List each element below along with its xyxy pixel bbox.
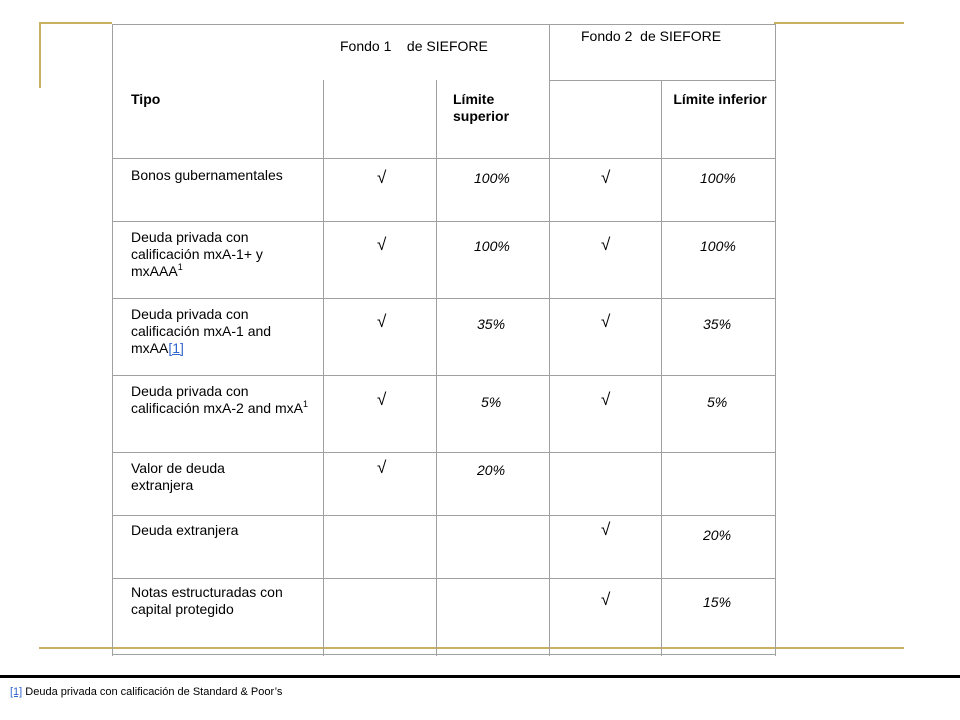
grid-line — [112, 452, 776, 453]
row-2-fondo2-check-icon: √ — [601, 235, 611, 254]
row-2-fondo2-limit: 100% — [700, 238, 736, 254]
row-2-tipo: Deuda privada con calificación mxA-1+ y mxAAA$^1$ — [131, 229, 263, 279]
grid-line — [112, 578, 776, 579]
grid-line — [112, 654, 776, 655]
row-4-fondo2-check-icon: √ — [601, 390, 611, 409]
row-4-fondo1-limit: 5% — [481, 394, 502, 410]
row-4-fondo1-check-icon: √ — [377, 390, 387, 409]
decorative-rule — [774, 22, 904, 24]
tipo-header: Tipo — [131, 91, 161, 107]
row-6-fondo2-check-icon: √ — [601, 520, 611, 539]
row-5-fondo1-check-icon: √ — [377, 458, 387, 477]
decorative-rule — [39, 22, 41, 88]
grid-line — [112, 158, 776, 159]
row-1-fondo2-check-icon: √ — [601, 168, 611, 187]
grid-line — [112, 515, 776, 516]
footnote-reference-link[interactable]: [1] — [168, 340, 184, 356]
row-4-fondo2-limit: 5% — [707, 394, 728, 410]
row-2-fondo1-limit: 100% — [474, 238, 510, 254]
row-4-superscript: 1 — [302, 399, 308, 409]
limite-inferior-header: Límite inferior — [673, 91, 767, 107]
row-6-fondo2-limit: 20% — [703, 527, 732, 543]
grid-line — [112, 375, 776, 376]
footnote-separator — [0, 675, 960, 678]
footnote — [10, 686, 282, 698]
row-5-fondo1-limit: 20% — [477, 462, 506, 478]
grid-line — [112, 24, 113, 656]
row-7-tipo: Notas estructuradas con capital protegido — [131, 584, 283, 617]
row-3-fondo1-check-icon: √ — [377, 312, 387, 331]
grid-line — [436, 80, 437, 656]
row-2-fondo1-check-icon: √ — [377, 235, 387, 254]
row-1-tipo: Bonos gubernamentales — [131, 167, 283, 183]
row-7-fondo2-limit: 15% — [703, 594, 732, 610]
fondo1-header: Fondo 1 de SIEFORE — [340, 38, 488, 54]
grid-line — [323, 80, 324, 656]
row-3-tipo: Deuda privada con calificación mxA-1 and mxAA[1] — [131, 306, 272, 356]
row-3-fondo2-limit: 35% — [703, 316, 732, 332]
decorative-rule — [39, 22, 112, 24]
row-3-fondo2-check-icon: √ — [601, 312, 611, 331]
footnote-anchor-link[interactable]: [1] — [10, 686, 23, 698]
grid-line — [112, 298, 776, 299]
row-5-tipo: Valor de deuda extranjera — [131, 460, 225, 493]
grid-line — [661, 80, 662, 656]
grid-line — [549, 80, 776, 81]
grid-line — [112, 24, 776, 25]
limite-superior-header: Límite superior — [453, 91, 510, 124]
row-1-fondo1-limit: 100% — [474, 170, 510, 186]
fondo2-header: Fondo 2 de SIEFORE — [581, 28, 722, 44]
row-2-superscript: 1 — [177, 262, 183, 272]
row-3-fondo1-limit: 35% — [477, 316, 506, 332]
row-7-fondo2-check-icon: √ — [601, 590, 611, 609]
row-6-tipo: Deuda extranjera — [131, 522, 239, 538]
row-1-fondo2-limit: 100% — [700, 170, 736, 186]
footnote-text: Deuda privada con calificación de Standard & Poor’s — [22, 686, 283, 698]
row-1-fondo1-check-icon: √ — [377, 168, 387, 187]
row-4-tipo: Deuda privada con calificación mxA-2 and mxA$^1$ — [131, 383, 308, 416]
grid-line — [775, 24, 776, 656]
grid-line — [549, 24, 550, 656]
grid-line — [112, 221, 776, 222]
